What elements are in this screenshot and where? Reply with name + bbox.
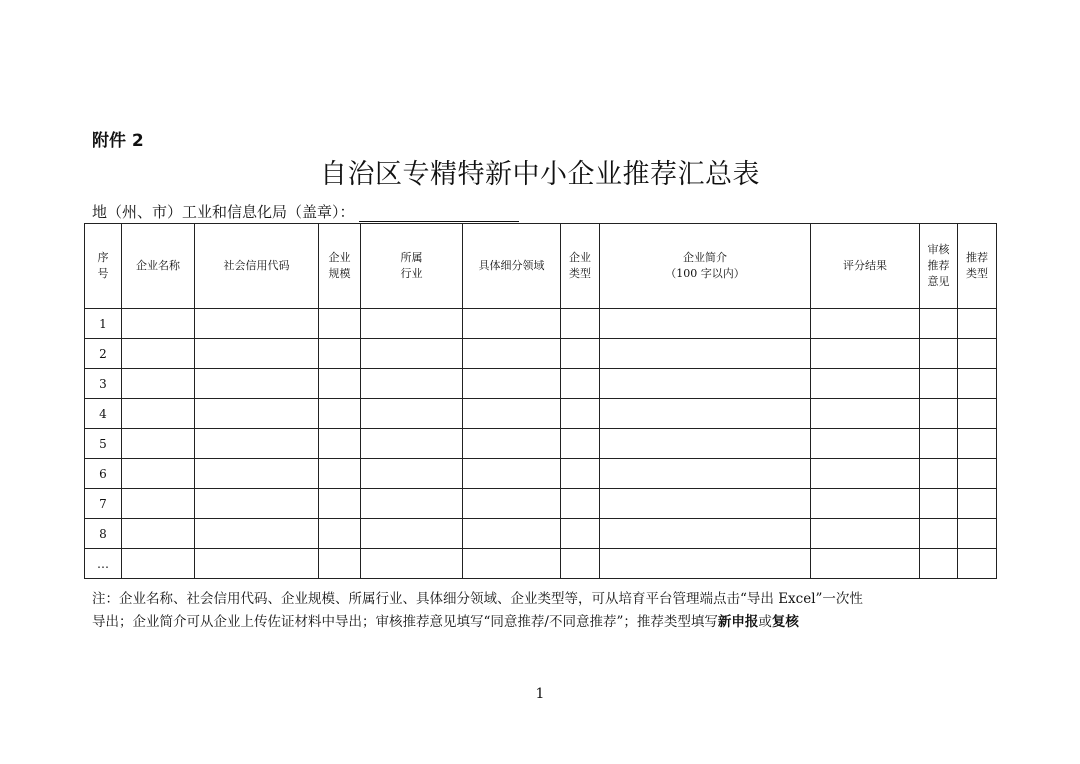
table-cell[interactable]	[195, 549, 319, 579]
table-cell[interactable]	[600, 339, 811, 369]
row-index-cell: 5	[85, 429, 122, 459]
table-row	[85, 369, 997, 399]
table-cell[interactable]	[122, 519, 195, 549]
table-cell[interactable]	[811, 459, 920, 489]
summary-table	[84, 223, 997, 579]
table-cell[interactable]	[319, 399, 361, 429]
table-cell[interactable]	[811, 429, 920, 459]
table-cell[interactable]	[319, 459, 361, 489]
table-cell[interactable]	[920, 459, 958, 489]
table-cell[interactable]	[463, 309, 561, 339]
table-cell[interactable]	[920, 519, 958, 549]
table-cell[interactable]	[561, 459, 600, 489]
column-header-label: 社会信用代码	[223, 259, 290, 272]
table-cell[interactable]	[958, 339, 997, 369]
table-cell[interactable]	[811, 309, 920, 339]
table-cell[interactable]	[958, 369, 997, 399]
column-header	[122, 224, 195, 309]
table-cell[interactable]	[122, 489, 195, 519]
column-header	[920, 224, 958, 309]
column-header-label: 序 号	[97, 251, 109, 280]
row-index-cell: 1	[85, 309, 122, 339]
column-header	[600, 224, 811, 309]
note-line-1: 注：企业名称、社会信用代码、企业规模、所属行业、具体细分领域、企业类型等，可从培育平台管理端点击“导出 Excel”一次性	[92, 591, 863, 607]
note-bold-new: 新申报	[717, 614, 759, 630]
note-or: 或	[758, 614, 772, 630]
table-cell[interactable]	[195, 369, 319, 399]
table-cell[interactable]	[811, 549, 920, 579]
table-cell[interactable]	[600, 519, 811, 549]
note-line-2	[92, 611, 1004, 634]
stamp-blank	[359, 207, 519, 222]
stamp-line	[92, 201, 519, 222]
table-cell[interactable]	[319, 339, 361, 369]
table-cell[interactable]	[920, 399, 958, 429]
table-cell[interactable]	[122, 399, 195, 429]
table-cell[interactable]	[463, 549, 561, 579]
row-index-cell: 3	[85, 369, 122, 399]
table-cell[interactable]	[195, 489, 319, 519]
column-header-label: 企业 规模	[328, 251, 351, 280]
table-cell[interactable]	[920, 429, 958, 459]
table-cell[interactable]	[811, 489, 920, 519]
table-cell[interactable]	[463, 339, 561, 369]
table-row	[85, 549, 997, 579]
table-row	[85, 519, 997, 549]
table-cell[interactable]	[561, 519, 600, 549]
table-header-row	[85, 224, 997, 309]
table-cell[interactable]	[122, 459, 195, 489]
row-index-cell: …	[85, 549, 122, 579]
row-index-cell: 7	[85, 489, 122, 519]
table-cell[interactable]	[600, 399, 811, 429]
column-header	[319, 224, 361, 309]
table-cell[interactable]	[600, 459, 811, 489]
table-cell[interactable]	[600, 549, 811, 579]
table-cell[interactable]	[463, 399, 561, 429]
column-header	[561, 224, 600, 309]
table-cell[interactable]	[195, 429, 319, 459]
table-cell[interactable]	[920, 369, 958, 399]
column-header	[811, 224, 920, 309]
table-cell[interactable]	[600, 429, 811, 459]
table-cell[interactable]	[958, 459, 997, 489]
table-cell[interactable]	[920, 309, 958, 339]
page-number: 1	[535, 686, 545, 702]
table-cell[interactable]	[958, 429, 997, 459]
table-cell[interactable]	[463, 429, 561, 459]
table-cell[interactable]	[958, 309, 997, 339]
table-cell[interactable]	[920, 489, 958, 519]
table-cell[interactable]	[361, 309, 463, 339]
column-header-label: 推荐 类型	[966, 251, 988, 280]
table-cell[interactable]	[811, 519, 920, 549]
table-note	[92, 588, 1004, 634]
table-row	[85, 309, 997, 339]
table-row	[85, 399, 997, 429]
column-header	[361, 224, 463, 309]
attachment-label: 附件 2	[92, 131, 144, 151]
table-cell[interactable]	[600, 309, 811, 339]
row-index-cell: 4	[85, 399, 122, 429]
table-cell[interactable]	[561, 399, 600, 429]
table-cell[interactable]	[920, 549, 958, 579]
table-cell[interactable]	[600, 369, 811, 399]
table-cell[interactable]	[361, 369, 463, 399]
table-cell[interactable]	[361, 459, 463, 489]
table-cell[interactable]	[561, 429, 600, 459]
table-cell[interactable]	[958, 489, 997, 519]
table-row	[85, 429, 997, 459]
table-cell[interactable]	[811, 339, 920, 369]
table-cell[interactable]	[122, 339, 195, 369]
table-cell[interactable]	[195, 459, 319, 489]
table-cell[interactable]	[319, 489, 361, 519]
table-cell[interactable]	[195, 399, 319, 429]
table-cell[interactable]	[463, 519, 561, 549]
table-cell[interactable]	[561, 549, 600, 579]
table-cell[interactable]	[361, 519, 463, 549]
note-bold-review: 复核	[771, 614, 799, 630]
table-cell[interactable]	[920, 339, 958, 369]
table-cell[interactable]	[561, 339, 600, 369]
table-cell[interactable]	[811, 399, 920, 429]
stamp-label: 地（州、市）工业和信息化局（盖章）：	[92, 203, 355, 221]
table-cell[interactable]	[561, 309, 600, 339]
column-header	[463, 224, 561, 309]
table-cell[interactable]	[195, 309, 319, 339]
column-header	[958, 224, 997, 309]
table-cell[interactable]	[122, 369, 195, 399]
column-header-label: 评分结果	[843, 259, 887, 272]
table-cell[interactable]	[319, 369, 361, 399]
row-index-cell: 2	[85, 339, 122, 369]
column-header-label: 审核 推荐 意见	[927, 243, 950, 288]
table-cell[interactable]	[195, 339, 319, 369]
table-cell[interactable]	[319, 549, 361, 579]
table-row	[85, 339, 997, 369]
table-cell[interactable]	[361, 489, 463, 519]
table-cell[interactable]	[958, 519, 997, 549]
table-cell[interactable]	[463, 459, 561, 489]
table-cell[interactable]	[463, 489, 561, 519]
column-header-label: 所属 行业	[400, 251, 423, 280]
table-cell[interactable]	[561, 489, 600, 519]
column-header-label: 企业 类型	[569, 251, 591, 280]
table-cell[interactable]	[361, 399, 463, 429]
column-header-label: 企业简介 （100 字以内）	[665, 251, 745, 280]
table-cell[interactable]	[361, 549, 463, 579]
table-cell[interactable]	[600, 489, 811, 519]
column-header-label: 企业名称	[136, 259, 180, 272]
table-cell[interactable]	[958, 399, 997, 429]
column-header	[85, 224, 122, 309]
table-cell[interactable]	[561, 369, 600, 399]
table-cell[interactable]	[122, 309, 195, 339]
table-cell[interactable]	[463, 369, 561, 399]
table-cell[interactable]	[319, 519, 361, 549]
table-cell[interactable]	[195, 519, 319, 549]
table-cell[interactable]	[319, 309, 361, 339]
table-cell[interactable]	[958, 549, 997, 579]
table-cell[interactable]	[122, 429, 195, 459]
note-line-2-text: 导出；企业简介可从企业上传佐证材料中导出；审核推荐意见填写“同意推荐/不同意推荐”；推荐类型填写	[92, 614, 718, 630]
column-header-label: 具体细分领域	[478, 259, 545, 272]
table-cell[interactable]	[811, 369, 920, 399]
table-cell[interactable]	[122, 549, 195, 579]
table-cell[interactable]	[361, 429, 463, 459]
table-row	[85, 459, 997, 489]
document-title: 自治区专精特新中小企业推荐汇总表	[320, 159, 760, 190]
table-cell[interactable]	[319, 429, 361, 459]
row-index-cell: 6	[85, 459, 122, 489]
row-index-cell: 8	[85, 519, 122, 549]
table-row	[85, 489, 997, 519]
table-body	[85, 309, 997, 579]
table-cell[interactable]	[361, 339, 463, 369]
column-header	[195, 224, 319, 309]
